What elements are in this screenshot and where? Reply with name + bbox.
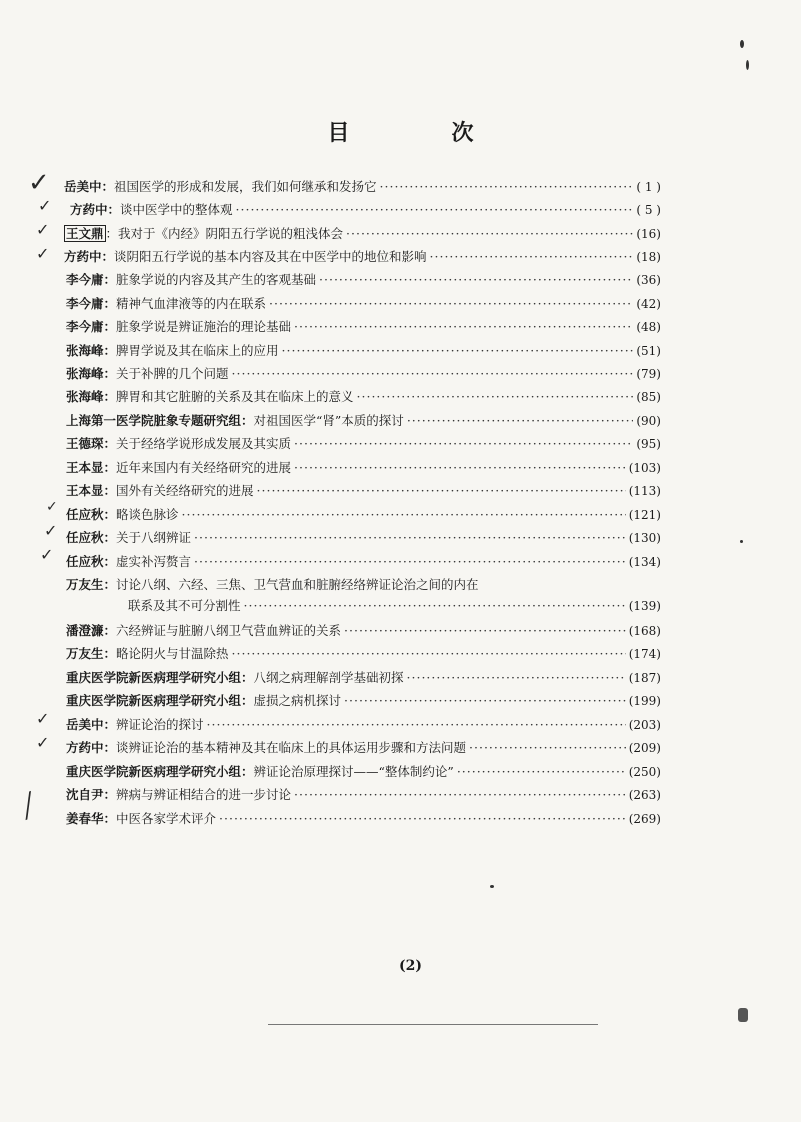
toc-entry: [0, 504, 801, 525]
toc-title: 谈中医学中的整体观: [120, 202, 233, 217]
toc-title: 脾胃学说及其在临床上的应用: [116, 343, 279, 358]
toc-entry: [0, 340, 801, 361]
scan-speck: [746, 60, 749, 70]
toc-entry: [0, 737, 801, 758]
dot-leader: [344, 690, 626, 711]
toc-entry: [0, 808, 801, 829]
toc-title: 脏象学说是辨证施治的理论基础: [116, 319, 292, 334]
toc-page-number: (250): [628, 765, 661, 779]
toc-author: 任应秋：: [66, 507, 117, 522]
dot-leader: [430, 246, 634, 267]
toc-author: 张海峰：: [66, 389, 117, 404]
dot-leader: [294, 316, 633, 337]
toc-title: 祖国医学的形成和发展，我们如何继承和发扬它: [114, 179, 377, 194]
toc-title: 虚损之病机探讨: [253, 693, 342, 708]
toc-entry: [0, 433, 801, 454]
toc-author: 岳美中：: [64, 179, 115, 194]
toc-author: 沈自尹：: [66, 787, 117, 802]
toc-page-number: (95): [636, 437, 661, 451]
toc-author: 张海峰：: [66, 366, 117, 381]
scan-speck: [740, 40, 744, 48]
toc-entry: [0, 714, 801, 735]
toc-author: 岳美中：: [66, 717, 117, 732]
toc-author: 重庆医学院新医病理学研究小组：: [66, 764, 254, 779]
dot-leader: [244, 595, 626, 616]
toc-title-continuation: 联系及其不可分割性: [128, 598, 241, 613]
toc-entry: [0, 667, 801, 688]
toc-title: 八纲之病理解剖学基础初探: [253, 670, 404, 685]
toc-page-number: (168): [628, 624, 661, 638]
dot-leader: [294, 457, 626, 478]
toc-author: 方药中：: [70, 202, 121, 217]
toc-entry: [0, 410, 801, 431]
page-title: 目 次: [327, 120, 514, 146]
toc-title: 谈辨证论治的基本精神及其在临床上的具体运用步骤和方法问题: [116, 740, 467, 755]
toc-entry: [0, 246, 801, 267]
toc-title: 关于补脾的几个问题: [116, 366, 229, 381]
toc-author: 方药中：: [66, 740, 117, 755]
toc-page-number: (18): [636, 250, 661, 264]
toc-entry: [0, 690, 801, 711]
toc-author: 王德琛：: [66, 436, 117, 451]
toc-title: 精神气血津液等的内在联系: [116, 296, 267, 311]
toc-page-number: (199): [628, 694, 661, 708]
toc-author: 李今庸：: [66, 272, 117, 287]
dot-leader: [257, 480, 626, 501]
dot-leader: [346, 223, 633, 244]
dot-leader: [357, 386, 634, 407]
toc-title: 关于经络学说形成发展及其实质: [116, 436, 292, 451]
toc-page-number: (90): [636, 414, 661, 428]
checkmark-icon: ✓: [36, 220, 50, 239]
toc-entry: [0, 457, 801, 478]
toc-page-number: (121): [628, 508, 661, 522]
toc-page-number: (174): [628, 647, 661, 661]
dot-leader: [407, 667, 626, 688]
toc-page-number: (130): [628, 531, 661, 545]
scan-speck: [490, 885, 494, 888]
toc-page-number: (113): [628, 484, 661, 498]
toc-author: 王本显：: [66, 483, 117, 498]
toc-page-number: (79): [636, 367, 661, 381]
toc-title: 六经辨证与脏腑八纲卫气营血辨证的关系: [116, 623, 342, 638]
checkmark-icon: ✓: [38, 196, 52, 215]
dot-leader: [469, 737, 626, 758]
checkmark-icon: ✓: [46, 499, 58, 515]
toc-title: 国外有关经络研究的进展: [116, 483, 254, 498]
dot-leader: [344, 620, 626, 641]
toc-author: 万友生：: [66, 577, 117, 592]
toc-page-number: ( 5 ): [636, 203, 661, 217]
toc-title: 略论阴火与甘温除热: [116, 646, 229, 661]
pen-stroke-icon: ╱: [18, 792, 40, 821]
toc-page-number: (187): [628, 671, 661, 685]
toc-entry: [0, 316, 801, 337]
toc-page-number: ( 1 ): [636, 180, 661, 194]
toc-title: 虚实补泻赘言: [116, 554, 192, 569]
toc-title: 略谈色脉诊: [116, 507, 179, 522]
toc-author: 重庆医学院新医病理学研究小组：: [66, 693, 254, 708]
toc-author: 任应秋：: [66, 554, 117, 569]
toc-entry: [0, 269, 801, 290]
dot-leader: [219, 808, 626, 829]
toc-title: 对祖国医学“肾”本质的探讨: [253, 413, 404, 428]
toc-page-number: (16): [636, 227, 661, 241]
checkmark-icon: ✓: [40, 545, 54, 564]
dot-leader: [457, 761, 626, 782]
toc-author: 任应秋：: [66, 530, 117, 545]
toc-entry: [0, 176, 801, 197]
toc-title: 脏象学说的内容及其产生的客观基础: [116, 272, 317, 287]
toc-page-number: (36): [636, 273, 661, 287]
toc-title: 辨证论治原理探讨——“整体制约论”: [253, 764, 454, 779]
toc-entry: [0, 363, 801, 384]
scan-speck: [738, 1008, 748, 1022]
dot-leader: [207, 714, 626, 735]
dot-leader: [407, 410, 634, 431]
dot-leader: [182, 504, 626, 525]
dot-leader: [294, 433, 633, 454]
toc-page-number: (203): [628, 718, 661, 732]
dot-leader: [236, 199, 634, 220]
toc-author: 姜春华：: [66, 811, 117, 826]
checkmark-icon: ✓: [36, 244, 50, 263]
toc-entry: [0, 480, 801, 501]
toc-title: 讨论八纲、六经、三焦、卫气营血和脏腑经络辨证论治之间的内在: [116, 577, 479, 592]
toc-title: 辨证论治的探讨: [116, 717, 204, 732]
checkmark-icon: ✓: [36, 709, 50, 728]
checkmark-icon: ✓: [28, 168, 50, 198]
toc-title: 关于八纲辨证: [116, 530, 192, 545]
toc-author: 王文鼎: [66, 226, 104, 241]
toc-title: ：我对于《内经》阴阳五行学说的粗浅体会: [105, 226, 344, 241]
toc-page-number: (42): [636, 297, 661, 311]
toc-page-number: (103): [628, 461, 661, 475]
toc-entry: [0, 620, 801, 641]
toc-entry: [0, 574, 801, 618]
toc-entry: [0, 761, 801, 782]
toc-page-number: (269): [628, 812, 661, 826]
dot-leader: [282, 340, 634, 361]
toc-entry: [0, 293, 801, 314]
bottom-rule: [268, 1024, 598, 1025]
toc-author: 张海峰：: [66, 343, 117, 358]
dot-leader: [380, 176, 634, 197]
toc-title: 脾胃和其它脏腑的关系及其在临床上的意义: [116, 389, 354, 404]
toc-page-number: (139): [628, 599, 661, 613]
dot-leader: [319, 269, 633, 290]
toc-author: 李今庸：: [66, 296, 117, 311]
toc-author: 万友生：: [66, 646, 117, 661]
toc-entry: [0, 643, 801, 664]
toc-author: 上海第一医学院脏象专题研究组：: [66, 413, 254, 428]
toc-title: 中医各家学术评介: [116, 811, 217, 826]
checkmark-icon: ✓: [36, 733, 50, 752]
toc-entry: [0, 527, 801, 548]
toc-author: 李今庸：: [66, 319, 117, 334]
scan-speck: [740, 540, 743, 543]
toc-author: 方药中：: [64, 249, 115, 264]
toc-title: 近年来国内有关经络研究的进展: [116, 460, 292, 475]
toc-entry: [0, 223, 801, 244]
toc-entry: [0, 386, 801, 407]
toc-author: 重庆医学院新医病理学研究小组：: [66, 670, 254, 685]
toc-page-number: (85): [636, 390, 661, 404]
dot-leader: [294, 784, 626, 805]
toc-page-number: (134): [628, 555, 661, 569]
toc-entry: [0, 551, 801, 572]
page-number-footer: (2): [399, 958, 422, 974]
dot-leader: [194, 551, 626, 572]
dot-leader: [194, 527, 626, 548]
dot-leader: [232, 363, 634, 384]
toc-page-number: (48): [636, 320, 661, 334]
dot-leader: [232, 643, 626, 664]
toc-entry: [0, 784, 801, 805]
toc-page-number: (263): [628, 788, 661, 802]
toc-author: 潘澄濂：: [66, 623, 117, 638]
toc-page-number: (51): [636, 344, 661, 358]
toc-page-number: (209): [628, 741, 661, 755]
toc-author: 王本显：: [66, 460, 117, 475]
toc-title: 谈阴阳五行学说的基本内容及其在中医学中的地位和影响: [114, 249, 427, 264]
toc-title: 辨病与辨证相结合的进一步讨论: [116, 787, 292, 802]
checkmark-icon: ✓: [44, 521, 58, 540]
dot-leader: [269, 293, 633, 314]
toc-entry: [0, 199, 801, 220]
